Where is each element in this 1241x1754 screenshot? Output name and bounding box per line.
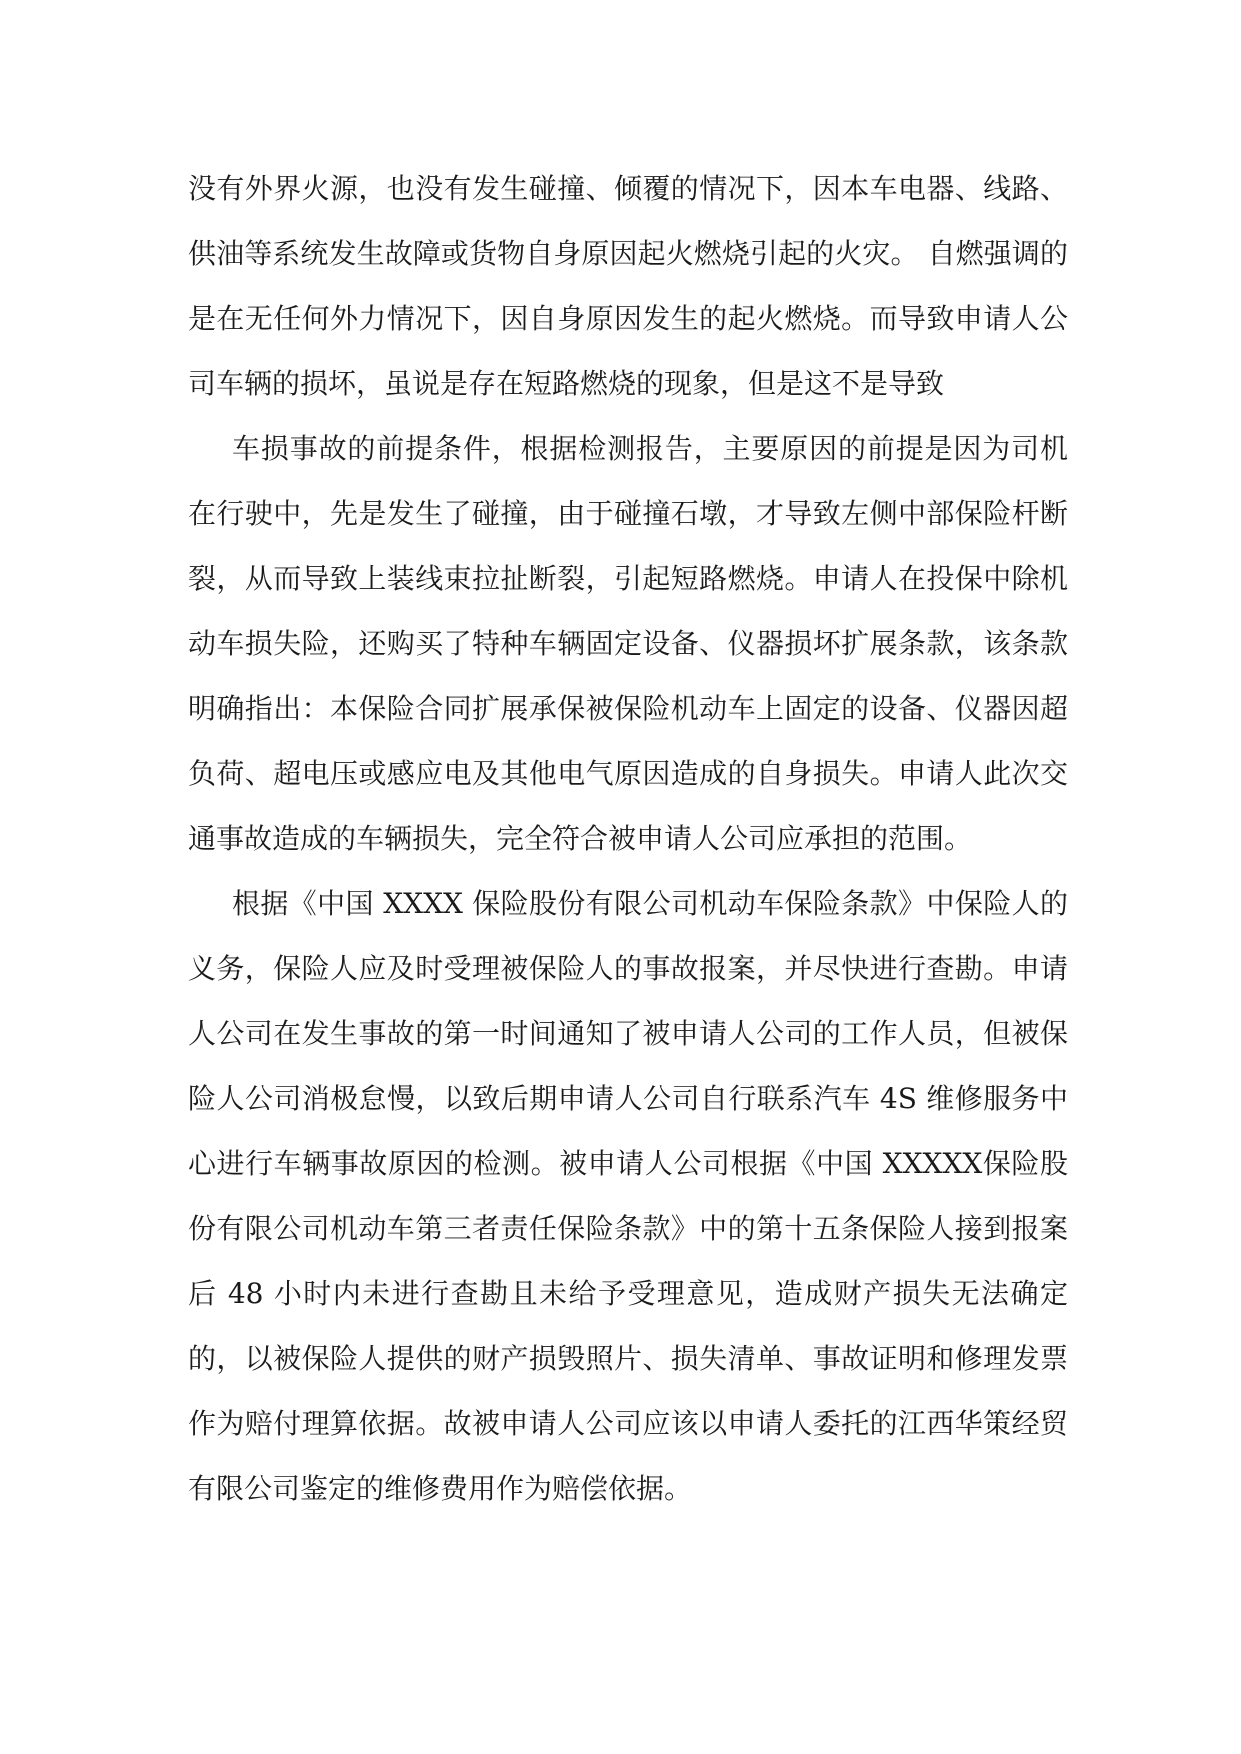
paragraph-3	[188, 871, 1068, 1521]
line: 车损事故的前提条件，根据检测报告，主要原因的前提是因为司	[232, 432, 1040, 465]
line: 请人公司在发生事故的第一时间通知了被申请人公司的工作人员，但	[188, 952, 1068, 1050]
line: 中除机动车损失险，还购买了特种车辆固定设备、仪器损坏扩展条款，	[188, 562, 1068, 660]
line: 明和修理发票作为赔付理算依据。故被申请人公司应该以申请人委托	[188, 1342, 1068, 1440]
line: 机在行驶中，先是发生了碰撞，由于碰撞石墩，才导致左侧中部保险	[188, 432, 1068, 530]
line: 请人此次交通事故造成的车辆损失，完全符合被申请人公司应承担的	[188, 757, 1068, 855]
line: 被保险人公司消极怠慢，以致后期申请人公司自行联系汽车 4S 维修	[188, 1017, 1068, 1115]
paragraph-1	[188, 156, 1068, 416]
line: 服务中心进行车辆事故原因的检测。被申请人公司根据《中国 XXXXX	[188, 1082, 1068, 1180]
line: 仪器因超负荷、超电压或感应电及其他电气原因造成的自身损失。申	[188, 692, 1068, 790]
line: 人接到报案后 48 小时内未进行查勘且未给予受理意见，造成财产损	[188, 1212, 1068, 1310]
line: 该条款明确指出：本保险合同扩展承保被保险机动车上固定的设备、	[188, 627, 1068, 725]
line: 义务，保险人应及时受理被保险人的事故报案，并尽快进行查勘。申	[188, 952, 1040, 985]
line: 范围。	[888, 822, 973, 855]
line: 失无法确定的，以被保险人提供的财产损毁照片、损失清单、事故证	[188, 1277, 1068, 1375]
line: 的江西华策经贸有限公司鉴定的维修费用作为赔偿依据。	[188, 1407, 1068, 1505]
line: 杆断裂，从而导致上装线束拉扯断裂，引起短路燃烧。申请人在投保	[188, 497, 1068, 595]
line: 没有外界火源，也没有发生碰撞、倾覆的情况下，因本车电器、线路、	[188, 172, 1068, 205]
line: 根据《中国 XXXX 保险股份有限公司机动车保险条款》中保险人的	[232, 887, 1068, 920]
line: 供油等系统发生故障或货物自身原因起火燃烧引起的火灾。 自燃强	[188, 237, 1012, 270]
line: 保险股份有限公司机动车第三者责任保险条款》中的第十五条保险	[188, 1147, 1068, 1245]
document-body	[188, 156, 1068, 1521]
paragraph-2	[188, 416, 1068, 871]
line: 请人公司车辆的损坏，虽说是存在短路燃烧的现象，但是这不是导致	[188, 302, 1068, 400]
line: 调的是在无任何外力情况下，因自身原因发生的起火燃烧。而导致申	[188, 237, 1068, 335]
